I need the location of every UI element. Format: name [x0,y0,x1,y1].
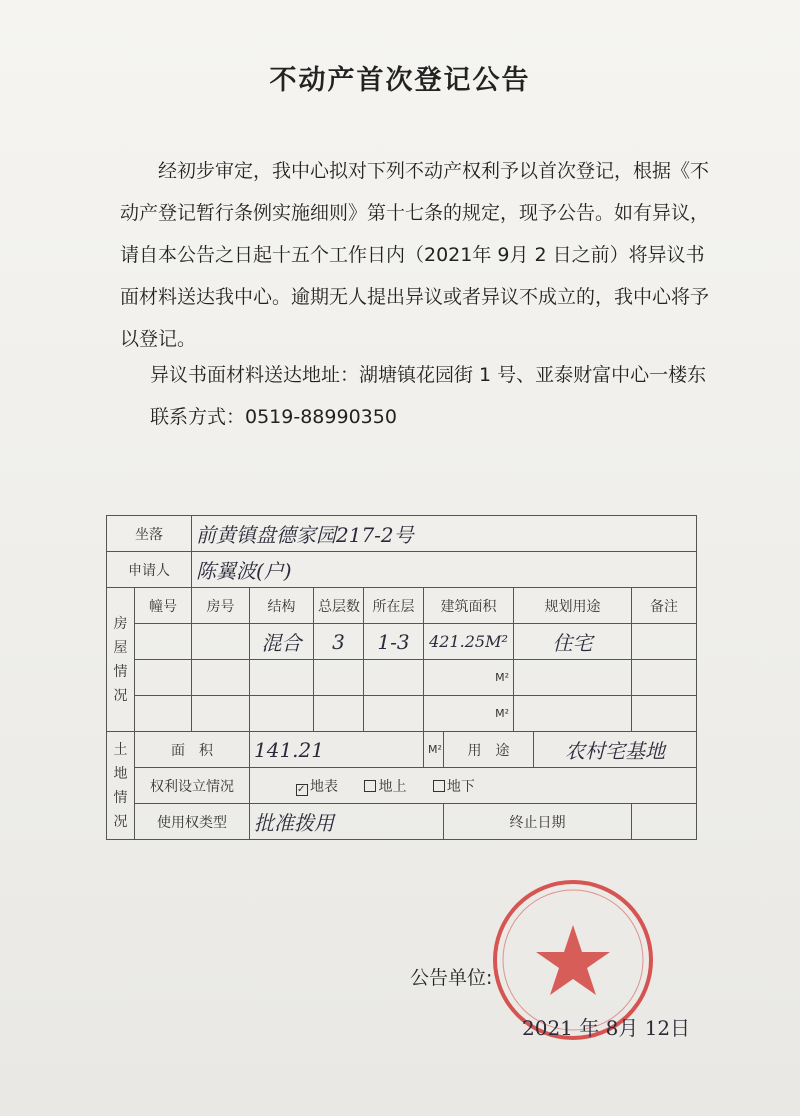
floor-value: 1-3 [364,624,424,660]
land-area-value: 141.21 [250,732,424,768]
rights-label: 权利设立情况 [135,768,250,804]
header-room: 房号 [192,588,250,624]
house-row [107,624,697,660]
issuing-unit-label: 公告单位: [410,967,493,989]
issue-date: 2021 年 8月 12日 [522,1016,691,1040]
area-unit: M² [424,696,514,732]
land-area-unit: M² [424,732,444,768]
page-title: 不动产首次登记公告 [269,65,531,96]
house-row [107,696,697,732]
land-area-label: 面 积 [135,732,250,768]
use-value: 住宅 [514,624,632,660]
contact-info: 联系方式：0519-88990350 [150,406,397,428]
use-type-label: 使用权类型 [135,804,250,840]
applicant-value: 陈翼波(户) [192,552,697,588]
applicant-label: 申请人 [107,552,192,588]
total-floors-value: 3 [314,624,364,660]
header-area: 建筑面积 [424,588,514,624]
checkbox-icon [433,780,445,792]
objection-address: 异议书面材料送达地址：湖塘镇花园街 1 号、亚泰财富中心一楼东 [150,364,707,386]
header-use: 规划用途 [514,588,632,624]
header-floor: 所在层 [364,588,424,624]
area-value: 421.25M² [424,624,514,660]
rights-option-surface[interactable]: ✓ 地表 [297,778,338,795]
land-use-value: 农村宅基地 [534,732,697,768]
checkbox-icon [364,780,376,792]
rights-option-below[interactable]: 地下 [433,779,475,795]
use-type-value: 批准拨用 [250,804,444,840]
notice-paragraph: 经初步审定，我中心拟对下列不动产权利予以首次登记，根据《不动产登记暂行条例实施细则》第十七条的规定，现予公告。如有异议，请自本公告之日起十五个工作日内（2021年 9月 2 日之前）将异议书面材料送达我中心。逾期无人提出异议或者异议不成立的，我中心将予以登记。 [120,160,710,350]
house-section-label: 房屋情况 [107,588,135,732]
property-table [106,515,697,840]
end-date-label: 终止日期 [444,804,632,840]
structure-value: 混合 [250,624,314,660]
rights-option-above[interactable]: 地上 [364,779,406,795]
end-date-value [632,804,697,840]
checkbox-checked-icon: ✓ [296,784,308,796]
location-value: 前黄镇盘德家园217-2号 [192,516,697,552]
rights-options [250,768,697,804]
header-total-floors: 总层数 [314,588,364,624]
land-section-label: 土地情况 [107,732,135,840]
land-use-label: 用 途 [444,732,534,768]
location-label: 坐落 [107,516,192,552]
header-note: 备注 [632,588,697,624]
area-unit: M² [424,660,514,696]
header-structure: 结构 [250,588,314,624]
star-icon [536,925,610,995]
header-building: 幢号 [135,588,192,624]
house-row [107,660,697,696]
